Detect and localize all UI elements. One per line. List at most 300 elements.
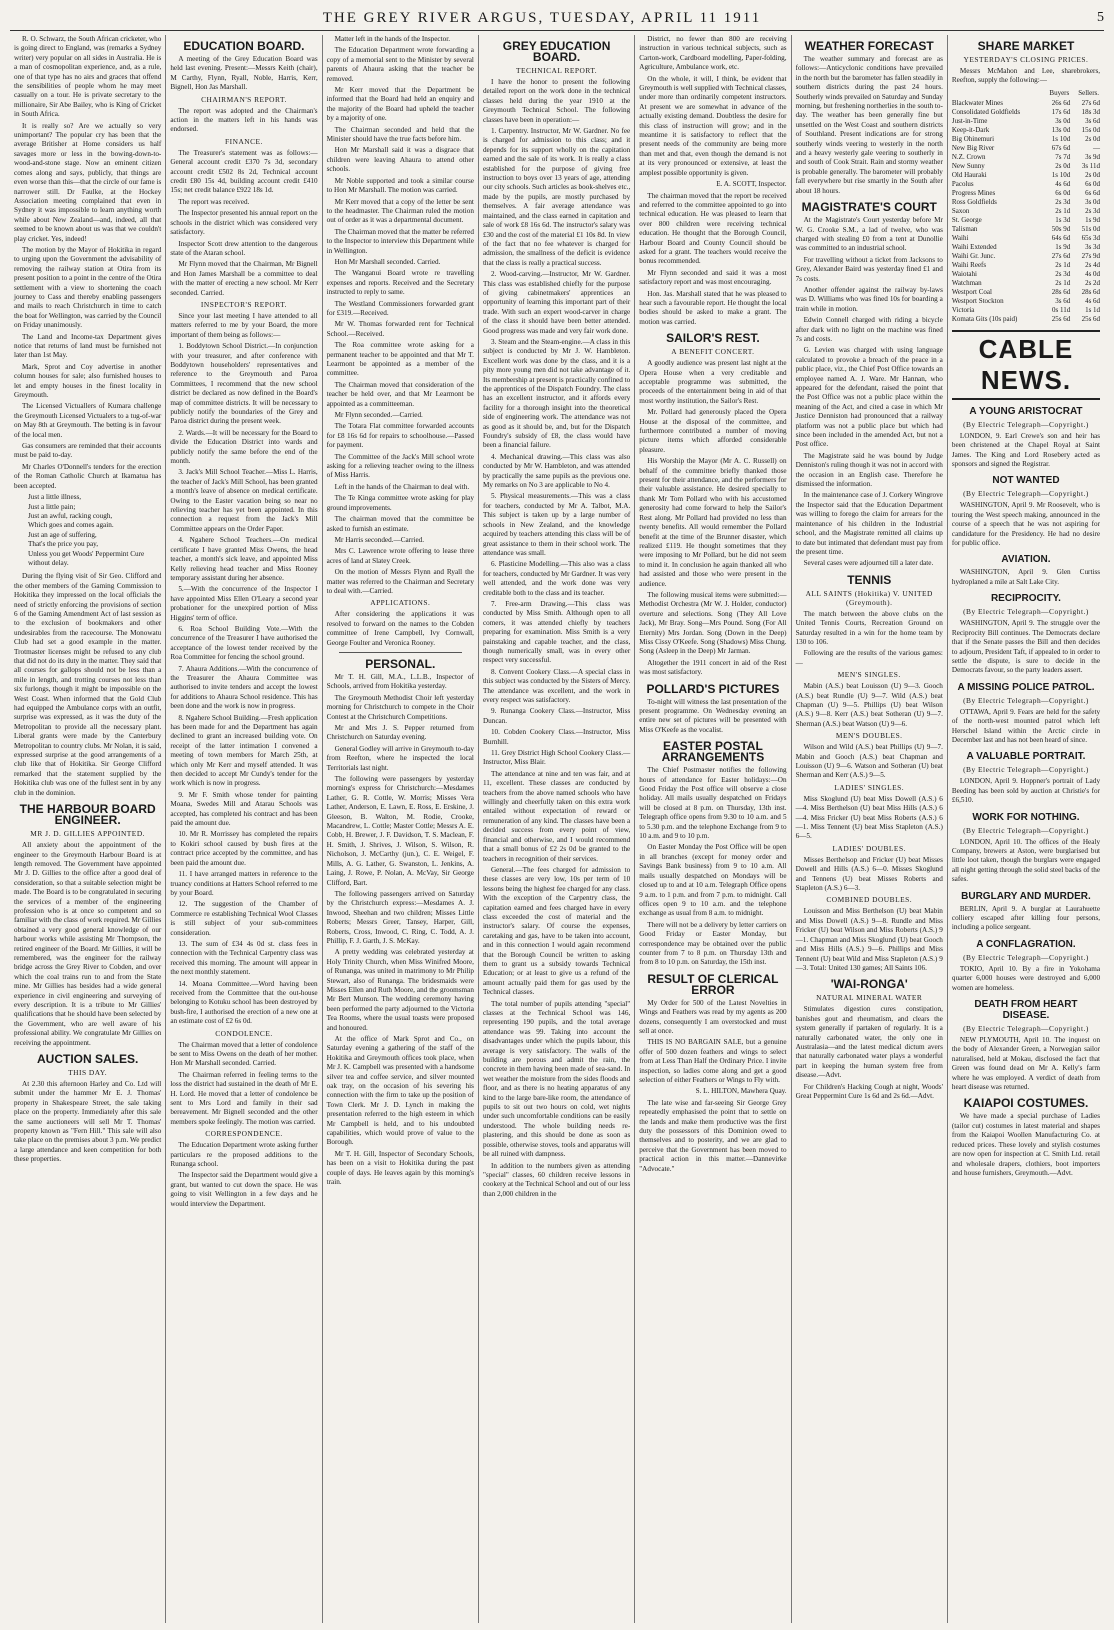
poem-line: Just a little pain;: [28, 502, 76, 511]
article-heading: EDUCATION BOARD.: [183, 39, 305, 53]
article-subheading: MR J. D. GILLIES APPOINTED.: [30, 829, 146, 839]
page-number: 5: [1097, 10, 1104, 25]
paragraph: The weather summary and forecast are as follows:—Anticyclonic conditions have prevailed in the north but the barometer has fallen steadily in southern districts during the past 24 hours. Southerly winds prevailed on Saturday and Sunday morning, but freshening northerlies in the south to-day. The weather has been generally fine but unsettled on the West Coast and southern districts of Southland. Present indications are for strong southerly winds veering to westerly in the north and a heavy westerly gale veering to southerly in and south of Cook Strait. Rain and stormy weather is probable generally. The barometer will probably fall everywhere but rise smartly in the South after about 18 hours.: [795, 55, 943, 195]
buyers-price: 7s 7d: [1055, 152, 1071, 161]
table-row: [952, 126, 1100, 135]
paragraph: 4. Mechanical drawing.—This class was also conducted by Mr W. Hambleton, and was attended by practically the same pupils as the previous one. My remarks on No 3 are applicable to No 4.: [482, 452, 631, 490]
buyers-price: 1s 10d: [1051, 134, 1071, 143]
article-heading: POLLARD'S PICTURES: [646, 681, 780, 696]
paragraph: 8. Ngahere School Building.—Fresh application has been made for and the Department has again declined to grant an increased building vote. On receipt of the latter intimation I convened a meeting of town members for March 25th, at which only Mr Kerr and myself attended. It was then decided to accept Mr Cundy's tender for the work which is now in progress.: [170, 713, 318, 788]
sellers-price: 25s 6d: [1081, 314, 1101, 323]
section-banner: CABLE NEWS.: [952, 330, 1100, 400]
column-6: [792, 35, 948, 1623]
table-row: [952, 216, 1100, 225]
paragraph: Mr Kerr moved that the Department be informed that the Board had held an enquiry and the majority of the Board had upheld the teacher by a majority of one.: [326, 86, 474, 123]
paragraph: Hon Mr Marshall seconded. Carried.: [334, 257, 441, 266]
paragraph: 9. Runanga Cookery Class.—Instructor, Miss Duncan.: [482, 707, 631, 725]
paragraph: Gas consumers are reminded that their accounts must be paid to-day.: [14, 442, 162, 460]
paragraph: Mr Flynn seconded.—Carried.: [334, 411, 423, 420]
paragraph: General.—The fees charged for admission to these classes are very low, 10s per term of 10 lessons being the highest fee charged for any class. With the exception of the Carpentry class, the capitation earned and fees charged have in every class exceeded the cost of material and the instructor's salary. Of course the expenses, caretaking and gas, have to be taken into account, and in this connection I would again recommend that the Borough Council be written to asking them to grant us a subsidy towards Technical Education; or at least to give us a refund of the amount actually paid them for gas used by the Technical classes.: [482, 865, 631, 997]
column-2: [166, 35, 322, 1623]
column-5: [635, 35, 791, 1623]
buyers-price: 25s 6d: [1051, 314, 1071, 323]
table-header-cell: Sellers.: [1078, 88, 1100, 97]
paragraph: The report was adopted and the Chairman's action in the matters left in his hands was endorsed.: [170, 106, 318, 134]
share-name: Waihi Gr. Junc.: [951, 251, 996, 260]
sellers-price: 27s 9d: [1081, 251, 1101, 260]
article-subheading: APPLICATIONS.: [370, 598, 431, 608]
paragraph: During the flying visit of Sir Geo. Clifford and the other members of the Gaming Commission to Hokitika they impressed on the local officials the need of strictly enforcing the provisions of section 6 of the Gaming Amendment Act of last session as to the exclusion of bookmakers and other undesirables from the racecourse. The Monowatu Club had set a good example in the matter. Trotmaster licenses might be refused to any club that did not do its duty in the matter. They said that all courses for gallops should not be less than a mile in length, and trotting courses not less than six furlongs, though it might be impossible on the West Coast. When informed that the Gold Club had equipped the Ambulance corps with an outfit, surprise was expressed, as it was the duty of the Metropolitan to provide all the necessary plant. Liberal grants were made by the Canterbury Metropolitan to country clubs. Mr Nolan, it is said, expressed surprise at the good arrangements of a club like that of Hokitika. Sir George Clifford remarked that the statement supplied by the Hokitika club was one of the fullest sent in by any club in the dominion.: [14, 572, 162, 797]
buyers-price: 2s 1d: [1055, 260, 1071, 269]
share-name: Watchman: [951, 278, 982, 287]
paragraph: The Chairman referred in feeling terms to the loss the district had sustained in the death of Mr E. H. Lord. He moved that a letter of condolence be sent to Mrs Lord and family in their sad bereavement. Mr Bignell seconded and the other members spoke feelingly. The motion was carried.: [170, 1070, 318, 1126]
table-row: [952, 306, 1100, 315]
paragraph: The Committee of the Jack's Mill school wrote asking for a relieving teacher owing to the illness of Miss Harris.: [326, 452, 474, 480]
buyers-price: 3s 6d: [1055, 296, 1071, 305]
sellers-price: 6s 0d: [1085, 179, 1101, 188]
paragraph: On the motion of Messrs Flynn and Ryall the matter was referred to the Chairman and Secretary to deal with.—Carried.: [326, 568, 474, 595]
paragraph: I have the honor to present the following detailed report on the work done in the technical classes held during the year 1910 at the Greymouth Technical School. The following classes have been in operation:—: [482, 78, 631, 124]
share-name: Pacolus: [951, 179, 974, 188]
buyers-price: 4s 6d: [1055, 179, 1071, 188]
masthead-title: THE GREY RIVER ARGUS, TUESDAY, APRIL 11 1911: [322, 9, 762, 26]
sellers-price: 1s 9d: [1085, 215, 1101, 224]
paragraph: At the Magistrate's Court yesterday before Mr W. G. Crooke S.M., a lad of twelve, who was charged with stealing £0 from a tent at Dunollie was committed to an industrial school.: [795, 216, 943, 253]
share-name: Victoria: [951, 305, 975, 314]
paragraph: The Education Department wrote forwarding a copy of a memorial sent to the Minister by several parents of Ahaura asking that the teacher be removed.: [326, 46, 474, 83]
divider: [339, 652, 462, 653]
masthead: [10, 6, 1104, 31]
article-heading: AVIATION.: [1001, 554, 1051, 566]
table-row: [952, 117, 1100, 126]
paragraph: The Chairman moved that consideration of the teacher be held over, and that Mr Learmont be appointed as a committeeman.: [326, 380, 474, 408]
sellers-price: 18s 3d: [1081, 107, 1101, 116]
article-heading: BURGLARY AND MURDER.: [961, 890, 1091, 902]
share-name: Waiotahi: [951, 269, 977, 278]
poem-line: Just an awful, racking cough,: [28, 511, 113, 520]
paragraph: 11. I have arranged matters in reference to the truancy conditions at Hatters School referred to me by your Board.: [170, 870, 318, 897]
share-name: Blackwater Mines: [951, 98, 1003, 107]
paragraph: A pretty wedding was celebrated yesterday at Holy Trinity Church, when Miss Winifred Moore, of Runanga, was united in matrimony to Mr Philip Stewart, also of Runanga. The bridesmaids were Misses Ellen and Ruth Moore, and the groomsman Mr Bert Munson. The wedding ceremony having been performed the party adjourned to the Victoria Tea Rooms, where the usual toasts were proposed and honoured.: [326, 948, 474, 1032]
telegraph-credit: (By Electric Telegraph—Copyright.): [963, 419, 1089, 429]
share-name: N.Z. Crown: [951, 152, 986, 161]
paragraph: The late wise and far-seeing Sir George Grey repeatedly emphasised the point that to settle on the lands and make them productive was the first duty the possessors of this Dominion owed to themselves and to posterity, and we are glad to perceive that the Government has been moved to practical action in this matter.—Dannevirke "Advocate.": [639, 1098, 787, 1173]
paragraph: The total number of pupils attending "special" classes at the Technical School was 146, representing 190 pupils, and the total average attendance was 99. Taking into account the disadvantages under which the pupils labour, this average is very satisfactory. The walls of the building are porous and admit the rain, the concrete in them having been made of sea-sand. In wet weather the moisture from the sides floods and floor, and as there is no heating apparatus of any kind to the large bare-like room, the attendance of pupils to sit out two hours on cold, wet nights under such uncomfortable conditions can be easily understood. The whole building needs re-plastering, and this should be done as soon as possible, otherwise stoves, tools and apparatus will be all ruined with dampness.: [482, 999, 631, 1159]
paragraph: The attendance at nine and ten was fair, and at 11, excellent. These classes are conducted by teachers from the above named schools who have willingly and cheerfully taken on this extra work entailed without expectation of reward or remuneration of any kind. The classes have been a decided success from every point of view, financial and otherwise, and I would recommend that a small bonus of £2 2s 0d be granted to the teachers in recognition of their services.: [482, 769, 631, 863]
table-row: [952, 189, 1100, 198]
article-heading: GREY EDUCATION BOARD.: [502, 39, 611, 64]
article-subheading: MEN'S DOUBLES.: [835, 731, 903, 741]
paragraph: At the office of Mark Sprot and Co., on Saturday evening a gathering of the staff of the Hokitika and Greymouth offices took place, when Mr J. K. Campbell was presented with a handsome silver tea and coffee service, and silver mounted oak tray, on the occasion of his severing his connection with the firm to take up the position of Town Clerk. Mr J. D. Lynch in making the presentation referred to the high esteem in which Mr Campbell is held, and to his undoubted capabilities, which would prove of value to the Borough.: [326, 1035, 474, 1147]
paragraph: The Chief Postmaster notifies the following hours of attendance for Easter holidays:—On Good Friday the Post office will observe a close holiday. All mails usually despatched on Fridays will be closed at 8 p.m. on Thursday, 13th inst. Telegraph office opens from 9.30 to 10 a.m. and 5 to 5.30 p.m. and the telephone Exchange from 9 to 10 a.m. and 9 to 10 p.m.: [639, 766, 787, 841]
column-1: [10, 35, 166, 1623]
paragraph: Mark, Sprot and Coy advertise in another column houses for sale; also furnished houses to let and empty houses in the finest locality in Greymouth.: [14, 362, 162, 400]
article-heading: A CONFLAGRATION.: [976, 938, 1076, 950]
table-row: [952, 261, 1100, 270]
share-name: New Sunny: [951, 161, 985, 170]
paragraph: 14. Moana Committee.—Word having been received from the Committee that the out-house belonging to Kotuku school has been destroyed by bush-fire, I authorised the erection of a new one at an estimate cost of £2 6s 0d.: [170, 979, 318, 1026]
sellers-price: 6s 6d: [1085, 188, 1101, 197]
buyers-price: 6s 0d: [1055, 188, 1071, 197]
article-heading: SAILOR'S REST.: [666, 331, 760, 346]
paragraph: Misses Berthelsop and Fricker (U) beat Misses Dowell and Hills (A.S.) 6—0. Misses Skoglund and Tennens (U) beat Misses Roberts and Stapleton (A.S.) 6—3.: [795, 855, 943, 893]
sellers-price: 51s 0d: [1081, 224, 1101, 233]
paragraph: Inspector Scott drew attention to the dangerous state of the Ataran school.: [170, 239, 318, 257]
article-heading: NOT WANTED: [992, 475, 1060, 487]
paragraph: My Order for 500 of the Latest Novelties in Wings and Feathers was read by my agents as 200 dozens, consequently I am overstocked and must sell at once.: [639, 998, 787, 1035]
article-heading: WORK FOR NOTHING.: [972, 811, 1080, 823]
article-subheading: CORRESPONDENCE.: [205, 1129, 283, 1139]
share-rows: [952, 99, 1100, 324]
paragraph: Several cases were adjourned till a later date.: [803, 559, 934, 568]
telegraph-credit: (By Electric Telegraph—Copyright.): [963, 695, 1089, 705]
paragraph: 11. Grey District High School Cookery Class.—Instructor, Miss Blair.: [482, 749, 631, 767]
paragraph: LONDON, April 9. Hoppner's portrait of Lady Beeding has been sold by auction at Christie's for £6,510.: [951, 777, 1101, 805]
paragraph: After considering the applications it was resolved to forward on the names to the Cobden committee of Irene Campbell, Ivy Cornwall, George Foulter and Veronica Rooney.: [326, 610, 474, 647]
poem-line: Just an age of suffering,: [28, 530, 97, 539]
paragraph: WASHINGTON, April 9. Mr Roosevelt, who is touring the West speech making, announced in the course of a speech that he was not aspiring for candidature for the Presidency. He had no desire for public office.: [951, 501, 1101, 548]
paragraph: Mr Flynn moved that the Chairman, Mr Bignell and Hon James Marshall be a committee to deal with the matter of erecting a new school. Mr Kerr seconded. Carried.: [170, 260, 318, 297]
table-row: [952, 135, 1100, 144]
paragraph: We have made a special purchase of Ladies (tailor cut) costumes in latest material and shapes from the Kaiapoi Woollen Manufacturing Co. at reduced prices. These lovely and stylish costumes are now open for inspection at C. Smith Ltd. retail and wholesale drapers, clothiers, boot importers and house furnishers, Greymouth.—Advt.: [951, 1112, 1101, 1177]
paragraph: Miss Skoglund (U) beat Miss Dowell (A.S.) 6—4. Miss Berthelson (U) beat Miss Hills (A.S.) 6—4. Miss Fricker (U) beat Miss Roberts (A.S.) 6—1. Miss Tennent (U) beat Miss Stapleton (A.S.) 6—5.: [795, 794, 943, 841]
article-subheading: TECHNICAL REPORT.: [516, 66, 598, 75]
table-row: [952, 297, 1100, 306]
article-subheading: YESTERDAY'S CLOSING PRICES.: [963, 55, 1089, 64]
paragraph: To-night will witness the last presentation of the present programme. On Wednesday evening an entire new set of pictures will be presented with Miss O'Keefe as the vocalist.: [639, 697, 787, 734]
paragraph: Altogether the 1911 concert in aid of the Rest was most satisfactory.: [639, 658, 787, 677]
paragraph: Edwin Connell charged with riding a bicycle after dark with no light on the machine was fined 7s and costs.: [795, 316, 943, 343]
paragraph: The following musical items were submitted:—Methodist Orchestra (Mr W. J. Holder, conductor) overture and selections. Song (They All Love Jack), Mr Bray. Song—Mrs Pound. Song (For All Eternity) Mrs Jordan. Song (Down in the Deep) Miss Cissy O'Keefe. Song (Shadows) Miss Chung. Song (Asleep in the Deep) Mr Jarman.: [639, 590, 787, 656]
signature: S. L. HILTON, Mawhera Quay.: [695, 1087, 787, 1096]
paragraph: BERLIN, April 9. A burglar at Laurahuette colliery escaped after killing four persons, including a police sergeant.: [951, 904, 1101, 932]
paragraph: Another offender against the railway by-laws was D. Williams who was fined 10s for boarding a train while in motion.: [795, 285, 943, 313]
sellers-price: 3s 3d: [1085, 242, 1101, 251]
paragraph: 10. Cobden Cookery Class.—Instructor, Miss Burnhill.: [482, 728, 631, 746]
sellers-price: 28s 6d: [1081, 287, 1101, 296]
article-heading: EASTER POSTAL ARRANGEMENTS: [661, 739, 765, 765]
poem-line: Which goes and comes again.: [28, 521, 114, 530]
paragraph: LONDON, 9. Earl Crewe's son and heir has been christened at the Chapel Royal at Saint James. The King and Lord Rosebery acted as sponsors and signed the Registrar.: [951, 431, 1101, 469]
paragraph: 6. Plasticine Modelling.—This also was a class for teachers, conducted by Mr Gardner. It was very well attended, and the work done was very creditable both to the class and its teacher.: [482, 560, 631, 597]
article-heading: THE HARBOUR BOARD ENGINEER.: [19, 802, 156, 828]
telegraph-credit: (By Electric Telegraph—Copyright.): [963, 765, 1089, 775]
share-name: Saxon: [951, 206, 970, 215]
buyers-price: 2s 3d: [1055, 197, 1071, 206]
table-row: [952, 171, 1100, 180]
paragraph: 10. Mr R. Morrissey has completed the repairs to Kokiri school caused by bush fires at the contract price accepted by the committee, and has been paid the amount due.: [170, 830, 318, 867]
sellers-price: 2s 0d: [1085, 170, 1101, 179]
paragraph: District, no fewer than 800 are receiving instruction in various technical subjects, such as Carton-work, Cardboard modelling, Paper-folding, Agriculture, Ambulance work, etc.: [639, 35, 787, 72]
paragraph: The Roa committee wrote asking for a permanent teacher to be appointed and that Mr T. Learmont be appointed as a member of the committee.: [326, 341, 474, 378]
article-heading: MAGISTRATE'S COURT: [801, 200, 937, 215]
paragraph: 8. Convent Cookery Class.—A special class in this subject was conducted by the Sisters of Mercy. The attendance was excellent, and the work in every respect was satisfactory.: [482, 667, 631, 704]
paragraph: THIS IS NO BARGAIN SALE, but a genuine offer of 500 dozen feathers and wings to select from at Less Than Half the Ordinary Price. I invite inspection, so ladies come along and get a good selection of either Feathers or Wings to Fly with.: [639, 1038, 787, 1084]
article-heading: KAIAPOI COSTUMES.: [963, 1096, 1089, 1111]
table-row: [952, 225, 1100, 234]
paragraph: The motion by the Mayor of Hokitika in regard to urging upon the Government the advisability of removing the railway station at Otira from its present position to a point in the centre of the Otira settlement with a view to shortening the coach journey to Cass and thereby enabling passengers and mails to reach Christchurch in time to catch the boat for Wellington, was carried by the Council on Friday unanimously.: [14, 245, 162, 330]
share-name: Big Ohinemuri: [951, 134, 995, 143]
table-row: [952, 99, 1100, 108]
paragraph: Since your last meeting I have attended to all matters referred to me by your Board, the more important of them being as follows:—: [170, 311, 318, 339]
article-subheading: THIS DAY.: [68, 1068, 108, 1078]
paragraph: The Totara Flat committee forwarded accounts for £8 16s 6d for repairs to schoolhouse.—Passed for payment.: [326, 422, 474, 450]
paragraph: TOKIO, April 10. By a fire in Yokohama quarter 6,000 houses were destroyed and 6,000 women are homeless.: [951, 964, 1101, 992]
paragraph: In addition to the numbers given as attending "special" classes, 60 children receive lessons in cookery at the Technical School and out of our less than 2,000 children in the: [482, 1161, 631, 1198]
paragraph: Hon Mr Marshall said it was a disgrace that children were leaving Ahaura to attend other schools.: [326, 146, 474, 174]
paragraph: The report was received.: [178, 197, 250, 206]
buyers-price: 2s 1d: [1055, 206, 1071, 215]
article-subheading: FINANCE.: [225, 136, 263, 146]
sellers-price: 2s 3d: [1085, 206, 1101, 215]
paragraph: Mr T. H. Gill, Inspector of Secondary Schools, has been on a visit to Hokitika during the past couple of days. He leaves again by this morning's train.: [326, 1149, 474, 1187]
share-price-table: [952, 88, 1100, 324]
article-heading: WEATHER FORECAST: [804, 39, 934, 53]
paragraph: G. Levien was charged with using language calculated to provoke a breach of the peace in a public place, viz., the Chief Post Office towards an employee named A. J. Ware. Mr Hannan, who appeared for the defendant, raised the point that the Post Office was not a public place within the meaning of the Act, and cited a case in which Mr Justice Denniston had pronounced that a railway platform was not a public place but which had since been included in the amended Act, but not a Post office.: [795, 346, 943, 449]
table-row: [952, 198, 1100, 207]
article-subheading: LADIES' DOUBLES.: [832, 843, 906, 853]
paragraph: It is really so? Are we actually so very unimportant? The popular cry has been that the average Britisher at Home considers us half savages more or less in the bowing-down-to-wood-and-stone stage. Now an eminent citizen comes along and says, publicly, that things are even worse than this—that the circle of our fame is narrower still. Dr Faulke, at the Hockey Association meeting complained that even in Sydney it was impossible to learn anything worth while about New Zealand—and, indeed, all that seemed to be known about us was that we couldn't play cricket. Yes, indeed!: [14, 121, 162, 243]
paragraph: The following passengers arrived on Saturday by the Christchurch express:—Mesdames A. J. Inwood, Sheehan and two children; Misses Little Roberts; Messrs Greer, Tansey, Harper, Gill, Roberts, Cross, Inwood, C. Ring, C. Todd, A. J. Phillip, F. J. Garth, J. S. McKay.: [326, 889, 474, 945]
paragraph: 2. Wards.—It will be necessary for the Board to divide the Education District into wards and publicly notify the same before the end of the month.: [170, 428, 318, 466]
paragraph: 3. Jack's Mill School Teacher.—Miss L. Harris, the teacher of Jack's Mill School, has been granted a month's leave of absence on medical certificate. Owing to the Easter vacation being so near no relieving teacher has yet been appointed. In this connection a request from the Jack's Mill Committee appears on the Order Paper.: [170, 468, 318, 533]
share-name: Waihi Reefs: [951, 260, 987, 269]
buyers-price: 17s 6d: [1051, 107, 1071, 116]
paragraph: WASHINGTON, April 9. Glen Curtiss hydroplaned a mile at Salt Lake City.: [951, 568, 1101, 586]
buyers-price: 1s 9d: [1055, 242, 1071, 251]
paragraph: Mr Noble supported and took a similar course to Hon Mr Marshall. The motion was carried.: [326, 176, 474, 195]
paragraph: 12. The suggestion of the Chamber of Commerce re establishing Technical Wool Classes is still subject of your sub-committees consideration.: [170, 900, 318, 937]
buyers-price: 64s 6d: [1051, 233, 1071, 242]
paragraph: The Te Kinga committee wrote asking for play ground improvements.: [326, 494, 474, 512]
paragraph: Mrs C. Lawrence wrote offering to lease three acres of land at Slatey Creek.: [326, 547, 474, 565]
paragraph: Following are the results of the various games:—: [795, 649, 943, 667]
paragraph: On the whole, it will, I think, be evident that Greymouth is well supplied with Technical classes, under more than ordinarily competent instructors. At present we are somewhat in advance of the actually existing demand. Doubtless the desire for this class of instruction will grow; and in the meantime it is satisfactory to reflect that the present needs of the community are being more than met and that, even though the demand is not at its very pronounced or extensive, at least the amplest possible opportunity is given.: [639, 74, 787, 177]
article-subheading: MEN'S SINGLES.: [837, 670, 901, 680]
sellers-price: 65s 3d: [1081, 233, 1101, 242]
buyers-price: 67s 6d: [1051, 143, 1071, 152]
table-row: [952, 243, 1100, 252]
paragraph: Mr T. H. Gill, M.A., L.L.B., Inspector of Schools, arrived from Hokitika yesterday.: [326, 672, 474, 691]
paragraph: The Inspector presented his annual report on the schools in the district which was considered very satisfactory.: [170, 209, 318, 237]
table-row: [952, 153, 1100, 162]
paragraph: Matter left in the hands of the Inspector.: [334, 35, 450, 43]
table-row: [952, 180, 1100, 189]
paragraph: 5.—With the concurrence of the Inspector I have appointed Miss Ellen O'Leary a second year probationer for the unexpired portion of Miss Higgins' term of office.: [170, 585, 318, 622]
poem-line: Just a little illness,: [28, 493, 82, 502]
paragraph: The Treasurer's statement was as follows:—General account credit £370 7s 3d, secondary account credit £502 8s 2d, Technical account credit £80 15s 4d, building account credit £410 15s; net credit balance £922 18s 1d.: [170, 148, 318, 195]
paragraph: A meeting of the Grey Education Board was held last evening. Present:—Messrs Keith (chair), M Carthy, Flynn, Ryall, Noble, Harris, Kerr, Bignell, Hon Jas Marshall.: [170, 55, 318, 92]
paragraph: The Chairman moved that the matter be referred to the Inspector to interview this Department while in Wellington.: [326, 227, 474, 255]
paragraph: 3. Steam and the Steam-engine.—A class in this subject is conducted by Mr J. W. Hambleton. Excellent work was done by the class, and it is a pity more young men did not take advantage of it. Its membership at present is practically confined to the apprentices of the Dispatch Foundry. The class has an excellent instructor, and it affords every facility for a thorough insight into the theoretical side of engineering work. The attendance was not as good as it should be, and, but for the Dispatch Foundry's subsidy of £8, the class would have been a financial failure.: [482, 337, 631, 450]
article-subheading: CHAIRMAN'S REPORT.: [201, 94, 287, 104]
paragraph: A goodly audience was present last night at the Opera House when a very creditable and acceptable programme was submitted, the proceeds of the entertainment being in aid of that most worthy institution, the Sailor's Rest.: [639, 359, 787, 405]
paragraph: 13. The sum of £34 4s 0d st. class fees in connection with the Technical Carpentry class was received this morning. The amount will appear in the next monthly statement.: [170, 939, 318, 977]
sellers-price: 2s 2d: [1085, 278, 1101, 287]
share-name: Komata Gits (10s paid): [951, 314, 1018, 323]
buyers-price: 13s 0d: [1051, 125, 1071, 134]
share-name: Keep-it-Dark: [951, 125, 990, 134]
share-name: Old Hauraki: [951, 170, 987, 179]
article-heading: RESULT OF CLERICAL ERROR: [647, 971, 779, 997]
paragraph: 1. Carpentry. Instructor, Mr W. Gardner. No fee is charged for admission to this class; and it depends for its support wholly on the capitation earned and the sale of its work. It is really a class established for the purpose of giving free instruction to boys over 13 years of age, attending our city schools. Such articles as book-shelves etc., made by the pupils, are mostly purchased by themselves. A fair average attendance was maintained, and the class earned in capitation and sale of work £8 16s 6d. The instructor's salary was £30 and the cost of the material £1 10s 8d. In view of the fact that no fee whatever is charged for admission, the smallness of the deficit is evidence that the class is really a practical success.: [482, 127, 631, 267]
sellers-price: 3s 11d: [1081, 161, 1101, 170]
paragraph: Mr Charles O'Donnell's tenders for the erection of the Roman Catholic Church at Ikamatua has been accepted.: [14, 462, 162, 490]
paragraph: All anxiety about the appointment of the engineer to the Greymouth Harbour Board is at length removed. The Government have appointed Mr J. D. Gillies to the office after a good deal of consideration, so that a suitable selection might be made. The Board is to be congratulated in securing the services of a member of the engineering profession who is at once so competent and so familiar with the class of work required. Mr Gillies obtained a very good general knowledge of our harbour works while assisting Mr Thompson, the retired engineer of the Board. Mr Gillies, it will be remembered, was the engineer for the railway bridge across the Grey River to Cobden, and over which the coal trains run to and from the State mine. Mr Gillies has besides had a wide general experience in civil engineering and surveying of every description. It is a tribute to Mr Gillies' qualifications that he should have been selected by the Government, who are well aware of his professional ability. We congratulate Mr Gillies on receiving the appointment.: [14, 841, 162, 1047]
sellers-price: 3s 0d: [1085, 197, 1101, 206]
table-row: [952, 288, 1100, 297]
table-row: [952, 234, 1100, 243]
sellers-price: 2s 4d: [1085, 260, 1101, 269]
paragraph: LONDON, April 10. The offices of the Healy Company, brewers at Aston, were burglarised but little loot taken, though the burglars were engaged all night getting through the solid steel backs of the safes.: [951, 837, 1101, 884]
paragraph: At 2.30 this afternoon Harley and Co. Ltd will submit under the hammer Mr E. J. Thomas' property in Shakespeare Street, the sale taking place on the property. Immediately after this sale the same auctioneers will sell Mr T. Thomas' property known as "Fern Hill." This sale will also take place on the premises about 3 p.m. We predict a large attendance and keen competition for both these properties.: [14, 1080, 162, 1164]
sellers-price: 4s 6d: [1085, 296, 1101, 305]
table-row: [952, 270, 1100, 279]
sellers-price: 27s 6d: [1081, 98, 1101, 107]
paragraph: The Inspector said the Department would give a grant, but wanted to cut down the space. He was going to visit Wellington in a few days and he would interview the Department.: [170, 1171, 318, 1208]
sellers-price: 4s 0d: [1085, 269, 1101, 278]
sellers-price: 1s 1d: [1085, 305, 1101, 314]
paragraph: The Wanganui Board wrote re travelling expenses and reports. Received and the Secretary instructed to reply to same.: [326, 269, 474, 297]
paragraph: The Magistrate said he was bound by Judge Denniston's ruling though it was not in accord with the occasion in an English case. Therefore he dismissed the information.: [795, 451, 943, 489]
share-name: Westport Coal: [951, 287, 992, 296]
buyers-price: 26s 6d: [1051, 98, 1071, 107]
sellers-price: —: [1093, 143, 1101, 152]
paragraph: The Chairman seconded and held that the Minister should have the true facts before him.: [326, 125, 474, 144]
paragraph: The Chairman moved that a letter of condolence be sent to Miss Owens on the death of her mother. Hon Mr Marshall seconded. Carried.: [170, 1040, 318, 1068]
table-header-cell: [952, 88, 1041, 99]
paragraph: 7. Ahaura Additions.—With the concurrence of the Treasurer the Ahaura Committee was authorised to invite tenders and accept the lowest for additions to Ahaura School residence. This has been done and the work is now in progress.: [170, 664, 318, 711]
article-subheading: ALL SAINTS (Hokitika) V. UNITED (Greymouth).: [805, 588, 933, 607]
buyers-price: 28s 6d: [1051, 287, 1071, 296]
paragraph: 7. Free-arm Drawing.—This class was conducted by Miss Smith. Although open to all comers, it was attended chiefly by teachers preparing for examination. Miss Smith is a very painstaking and capable teacher, and the class, though numerically small, was in every other respect very successful.: [482, 599, 631, 665]
article-heading: A VALUABLE PORTRAIT.: [966, 751, 1086, 763]
paragraph: 2. Wood-carving.—Instructor, Mr W. Gardner. This class was established chiefly for the purpose of giving cabinetmakers' apprentices an opportunity of learning this important part of their trade. With such an expert wood-carver in charge of the class it should have been better attended. Good progress was made and very fair work done.: [482, 270, 631, 335]
paragraph: 1. Boddytown School District.—In conjunction with your treasurer, and after conference with Boddytown householders' representatives and reference to the Greymouth and Paroa Committees, I recommend that the new school district be declared as now defined in the Board's map of committee districts. It will be necessary to publicly notify the boundaries of the Grey and Paroa district during the present week.: [170, 342, 318, 426]
paragraph: OTTAWA, April 9. Fears are held for the safety of the north-west mounted patrol which left Herschel Island within the Arctic circle in December last and has not been heard of since.: [951, 707, 1101, 744]
article-heading: 'WAI-RONGA': [830, 977, 908, 992]
paragraph: The chairman moved that the committee be asked to furnish an estimate.: [326, 515, 474, 533]
table-row: [952, 279, 1100, 288]
buyers-price: 3s 0d: [1055, 116, 1071, 125]
paragraph: R. O. Schwarz, the South African cricketer, who is going direct to England, was (remarks a Sydney writer) very popular on all sides in Australia. He is a man of cosmopolitan experience, and, as a rule, one of that type has no airs and graces that offend the sensibilities of people whom he may meet casually on a tour. He is private secretary to the millionaire, Sir Abe Bailey, who is King of Cricket in South Africa.: [14, 35, 162, 119]
column-7: [948, 35, 1104, 1623]
paragraph: Mr W. Thomas forwarded rent for Technical School.—Received.: [326, 320, 474, 338]
table-row: [952, 108, 1100, 117]
column-4: [479, 35, 635, 1623]
paragraph: Stimulates digestion cures constipation, banishes gout and rheumatism, and clears the system generally if partaken of regularly. It is a naturally carbonated water, the only one in Australasia—and the latest medical dictum avers that naturally carbonated water plays a wonderful part in keeping the human system free from disease.—Advt.: [795, 1005, 943, 1080]
table-row: [952, 315, 1100, 324]
signature: E. A. SCOTT, Inspector.: [716, 180, 787, 189]
share-name: Ross Goldfields: [951, 197, 997, 206]
poem-line: Unless you get Woods' Peppermint Cure without delay.: [28, 549, 145, 567]
article-heading: PERSONAL.: [365, 656, 436, 671]
paragraph: General Godley will arrive in Greymouth to-day from Reefton, where he inspected the local Territorials last night.: [326, 744, 474, 772]
share-name: New Big River: [951, 143, 995, 152]
share-name: Progress Mines: [951, 188, 996, 197]
paragraph: The chairman moved that the report be received and referred to the committee appointed to go into technical education. He was pleased to learn that over 800 children were receiving technical education. He thought that the Borough Council, Harbour Board and County Council should be asked for a grant. The teachers would receive the bonus recommended.: [639, 191, 787, 266]
article-subheading: LADIES' SINGLES.: [834, 782, 905, 792]
telegraph-credit: (By Electric Telegraph—Copyright.): [963, 607, 1089, 617]
paragraph: The following were passengers by yesterday morning's express for Christchurch:—Mesdames Lather, G. R. Cottle, W. Morris; Misses Vera Lather, Anderson, E. Lawn, E. Ross, E. Erskine, J. Gleeson, B. Walton, M. Rodie, Crooke, Macandrew, L. Cottle; Master Cottle; Messrs A. E. Cobb, H. Brewer, J. F. Davidson, T. S. Maclean, F. H. Smith, J. Shrives, J. Wilson, S. Wilson, R. Nicholson, J. McCarthy (jun.), C. E. Weigel, F. Mills, A. G. Lather, G. Swanston, L. Jenkins, A. Laing, J. Rowe, P. Nolan, A. McVay, Sir George Clifford, Bart.: [326, 775, 474, 887]
paragraph: Mr. Pollard had generously placed the Opera House at the disposal of the committee, and furthermore contributed a number of moving picture items which afforded considerable pleasure.: [639, 408, 787, 454]
buyers-price: 2s 0d: [1055, 161, 1071, 170]
table-row: [952, 162, 1100, 171]
column-3: [323, 35, 479, 1623]
paragraph: For travelling without a ticket from Jacksons to Grey, Alexander Baird was yesterday fined £1 and 7s costs.: [795, 255, 943, 283]
share-name: Just-in-Time: [951, 116, 988, 125]
share-name: Consolidated Goldfields: [951, 107, 1021, 116]
table-header-row: [952, 88, 1100, 99]
paragraph: Louisson and Miss Berthelson (U) beat Mabin and Miss Dowell (A.S.) 9—8. Rundle and Miss Fricker (U) beat Wilson and Miss Roberts (A.S.) 9—1. Chapman and Miss Skoglund (U) beat Gooch and Miss Hills (A.S.) 9—6. Phillips and Miss Tennent (U) beat Wild and Miss Stapleton (A.S.) 9—3. Total: United 130 games; All Saints 106.: [795, 907, 943, 972]
sellers-price: 3s 6d: [1085, 116, 1101, 125]
article-heading: AUCTION SALES.: [36, 1052, 139, 1067]
paragraph: For Children's Hacking Cough at night, Woods' Great Peppermint Cure 1s 6d and 2s 6d.—Advt.: [795, 1082, 943, 1100]
paragraph: The Licensed Victuallers of Kumara challenge the Greymouth Licensed Victualers to a tug-of-war on May 8th at Greymouth. The betting is in favour of the local men.: [14, 402, 162, 439]
paragraph: NEW PLYMOUTH, April 10. The inquest on the body of Alexander Green, a Norwegian sailor naturalised, held at Mokau, disclosed the fact that Green was found dead on Mr A. Kelly's farm where he was employed. A verdict of death from heart disease was returned.: [951, 1036, 1101, 1092]
paragraph: Mr Kerr moved that a copy of the letter be sent to the headmaster. The Chairman ruled the motion out of order as it was a departmental document.: [326, 197, 474, 225]
paragraph: Mabin (A.S.) beat Louisson (U) 9—3. Gooch (A.S.) beat Rundle (U) 9—7. Wild (A.S.) beat Chapman (U) 9—5. Phillips (U) beat Wilson (A.S.) 9—8. Kerr (A.S.) beat Sotheran (U) 9—7. Sherman (A.S.) beat Watson (U) 9—6.: [795, 682, 943, 728]
paragraph: Wilson and Wild (A.S.) beat Phillips (U) 9—7. Mabin and Gooch (A.S.) beat Chapman and Louisson (U) 9—6. Watson and Sotheran (U) beat Sherman and Kerr (A.S.) 9—5.: [795, 743, 943, 780]
share-name: Talisman: [951, 224, 978, 233]
paragraph: WASHINGTON, April 9. The struggle over the Reciprocity Bill continues. The Democrats declare that if the Senate passes the Bill and then decides to adjourn, President Taft, if appealed to in order to settle the dispute, is sure to decide in the Democrats favour, so the party leaders assert.: [951, 619, 1101, 675]
poem-line: That's the price you pay,: [28, 540, 99, 549]
sellers-price: 15s 0d: [1081, 125, 1101, 134]
paragraph: The match between the above clubs on the United Tennis Courts, Recreation Ground on Saturday resulted in a win for the home team by 130 to 106.: [795, 609, 943, 646]
paragraph: The Education Department wrote asking further particulars re the proposed additions to the Runanga school.: [170, 1141, 318, 1169]
table-row: [952, 252, 1100, 261]
article-subheading: COMBINED DOUBLES.: [826, 895, 913, 905]
paragraph: The Greymouth Methodist Choir left yesterday morning for Christchurch to compete in the Choir Contest at the Christchurch Competitions.: [326, 693, 474, 721]
telegraph-credit: (By Electric Telegraph—Copyright.): [963, 1024, 1089, 1034]
paragraph: On Easter Monday the Post Office will be open in all branches (except for money order and Savings Bank business) from 9 to 10 a.m. All mails usually despatched on Mondays will be closed up to and at 10 a.m. Telegraph Office opens 9 a.m. to 1 p.m. and from 7 p.m. to midnight. Call offices open 9 to 10 a.m. and the telephone exchange as usual from 8 a.m. to midnight.: [639, 843, 787, 918]
article-heading: RECIPROCITY.: [990, 593, 1061, 605]
buyers-price: 27s 6d: [1051, 251, 1071, 260]
paragraph: Mr and Mrs J. S. Pepper returned from Christchurch on Saturday evening.: [326, 724, 474, 742]
article-heading: A YOUNG ARISTOCRAT: [969, 405, 1083, 417]
paragraph: 9. Mr F. Smith whose tender for painting Moana, Swedes Mill and Atarau Schools was accepted, has completed his contract and has been paid the amount due.: [170, 790, 318, 828]
article-subheading: CONDOLENCE.: [215, 1028, 273, 1038]
paragraph: There will not be a delivery by letter carriers on Good Friday or Easter Monday, but correspondence may be obtained over the public counter from 7 to 8 p.m. on Thursday 13th and from 8 to 10 p.m. on Saturday, the 15th inst.: [639, 920, 787, 967]
paragraph: The Westland Commissioners forwarded grant for £319.—Received.: [326, 299, 474, 317]
table-row: [952, 144, 1100, 153]
article-heading: A MISSING POLICE PATROL.: [957, 681, 1095, 693]
paragraph: 5. Physical measurements.—This was a class for teachers, conducted by Mr A. Talbot, M.A. This subject is taken up by a large number of schools in New Zealand, and the knowledge acquired by teachers attending this class will be of great assistance to them in their school work. The attendance was small.: [482, 492, 631, 557]
paragraph: Messrs McMahon and Lee, sharebrokers, Reefton, supply the following:—: [951, 67, 1101, 85]
table-header-cell: Buyers: [1049, 88, 1070, 97]
article-heading: DEATH FROM HEART DISEASE.: [974, 999, 1078, 1022]
paragraph: Left in the hands of the Chairman to deal with.: [334, 482, 470, 491]
paragraph: 4. Ngahere School Teachers.—On medical certificate I have granted Miss Owens, the head teacher, a month's sick leave, and appointed Miss Kelly relieving head teacher and Miss Rooney temporary assistant during her absence.: [170, 536, 318, 582]
share-name: Westport Stockton: [951, 296, 1004, 305]
paragraph: 6. Roa School Building Vote.—With the concurrence of the Treasurer I have authorised the acceptance of the lowest tender received by the Roa Committee for fencing the school ground.: [170, 624, 318, 662]
sellers-price: 3s 9d: [1085, 152, 1101, 161]
buyers-price: 2s 3d: [1055, 269, 1071, 278]
paragraph: The Land and Income-tax Department gives notice that returns of land must be furnished not later than 1st May.: [14, 332, 162, 360]
buyers-price: 1s 10d: [1051, 170, 1071, 179]
telegraph-credit: (By Electric Telegraph—Copyright.): [963, 489, 1089, 499]
poem: [14, 493, 161, 568]
paragraph: In the maintenance case of J. Corkery Wingrove the Inspector said that the Education Department was willing to forego the claim for arrears for the maintenance of his children in the Industrial school, and the Magistrate remitted all claims up to date but intimated that defendant must pay from the present time.: [795, 491, 943, 556]
article-subheading: NATURAL MINERAL WATER: [816, 993, 923, 1003]
table-row: [952, 207, 1100, 216]
buyers-price: 1s 3d: [1055, 215, 1071, 224]
share-name: St. George: [951, 215, 982, 224]
telegraph-credit: (By Electric Telegraph—Copyright.): [963, 952, 1089, 962]
article-subheading: A BENEFIT CONCERT.: [671, 347, 755, 357]
telegraph-credit: (By Electric Telegraph—Copyright.): [963, 825, 1089, 835]
article-subheading: INSPECTOR'S REPORT.: [200, 299, 288, 309]
